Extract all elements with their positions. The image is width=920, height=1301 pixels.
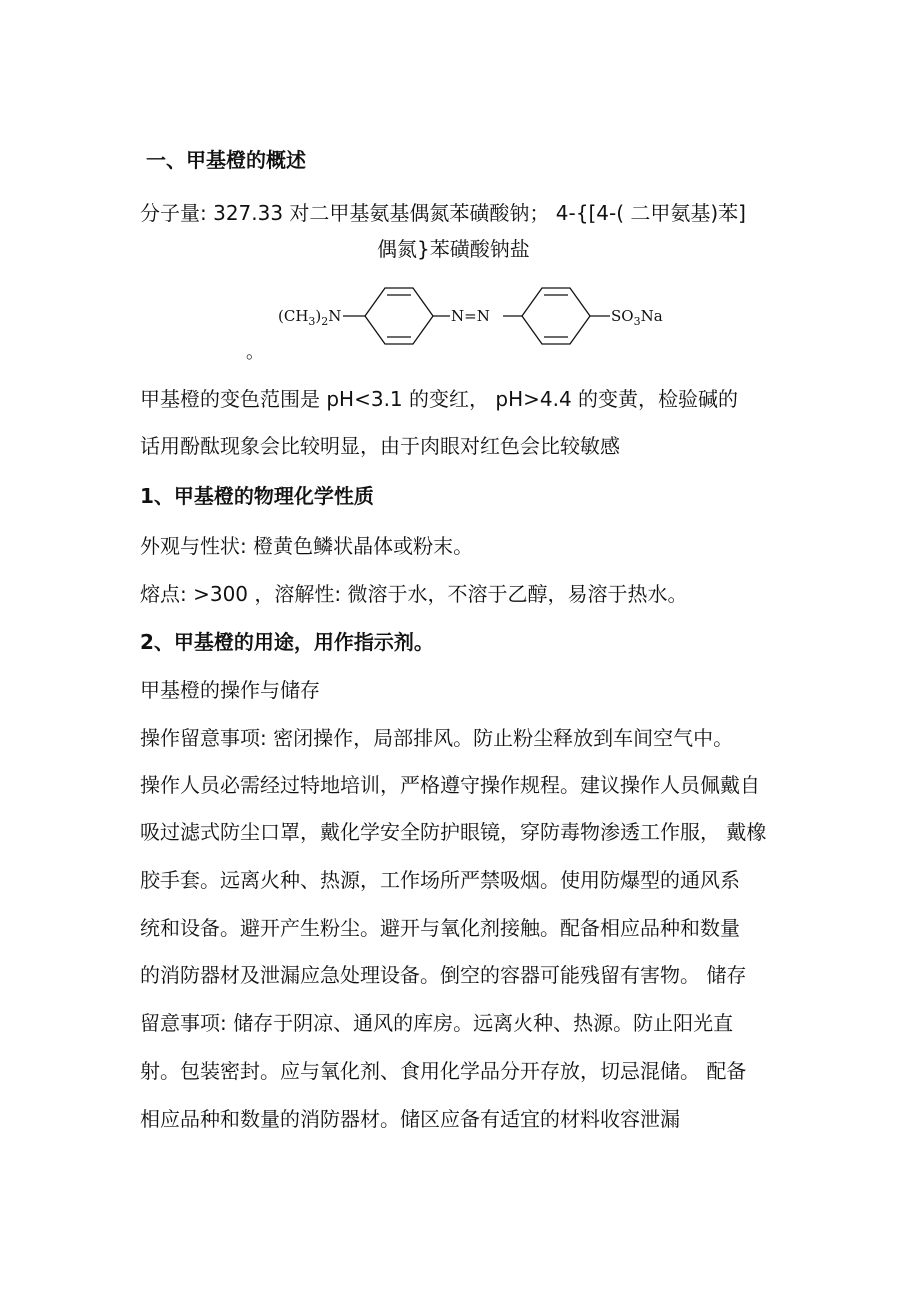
subheading-handling-storage: 甲基橙的操作与储存 — [140, 678, 320, 702]
color-range-line-1: 甲基橙的变色范围是 pH<3.1 的变红， pH>4.4 的变黄，检验碱的 — [140, 387, 739, 411]
melting-point-line: 熔点: >300 ，溶解性: 微溶于水，不溶于乙醇，易溶于热水。 — [140, 582, 688, 606]
trailing-period: 。 — [246, 342, 264, 363]
azo-group-label: N=N — [451, 307, 490, 325]
sulfonate-label: $SO_3Na$ — [611, 307, 663, 328]
color-range-line-2: 话用酚酞现象会比较明显，由于肉眼对红色会比较敏感 — [140, 434, 620, 458]
methyl-orange-structure-diagram — [270, 280, 690, 360]
body-line: 留意事项: 储存于阴凉、通风的库房。远离火种、热源。防止阳光直 — [140, 1011, 734, 1035]
section-heading-usage: 2、甲基橙的用途，用作指示剂。 — [140, 630, 434, 654]
body-line: 胶手套。远离火种、热源，工作场所严禁吸烟。使用防爆型的通风系 — [140, 868, 740, 892]
appearance-line: 外观与性状: 橙黄色鳞状晶体或粉末。 — [140, 534, 474, 558]
benzene-ring-right — [522, 288, 590, 344]
body-line: 的消防器材及泄漏应急处理设备。倒空的容器可能残留有害物。 储存 — [140, 963, 747, 987]
body-line: 操作留意事项: 密闭操作，局部排风。防止粉尘释放到车间空气中。 — [140, 726, 734, 750]
body-line: 统和设备。避开产生粉尘。避开与氧化剂接触。配备相应品种和数量 — [140, 916, 740, 940]
benzene-ring-left — [365, 288, 433, 344]
body-line: 吸过滤式防尘口罩，戴化学安全防护眼镜，穿防毒物渗透工作服， 戴橡 — [140, 820, 767, 844]
section-heading-properties: 1、甲基橙的物理化学性质 — [140, 484, 374, 508]
body-line: 操作人员必需经过特地培训，严格遵守操作规程。建议操作人员佩戴自 — [140, 773, 760, 797]
body-line: 射。包装密封。应与氧化剂、食用化学品分开存放，切忌混储。 配备 — [140, 1059, 747, 1083]
body-line: 相应品种和数量的消防器材。储区应备有适宜的材料收容泄漏 — [140, 1107, 680, 1131]
chemical-name-continuation: 偶氮}苯磺酸钠盐 — [377, 237, 530, 261]
molecular-weight-line: 分子量: 327.33 对二甲基氨基偶氮苯磺酸钠； 4-{[4-( 二甲氨基)苯] — [140, 201, 746, 225]
dimethylamino-label: $(CH_3)_2N$ — [278, 307, 342, 328]
section-heading-overview: 一、甲基橙的概述 — [146, 148, 306, 172]
